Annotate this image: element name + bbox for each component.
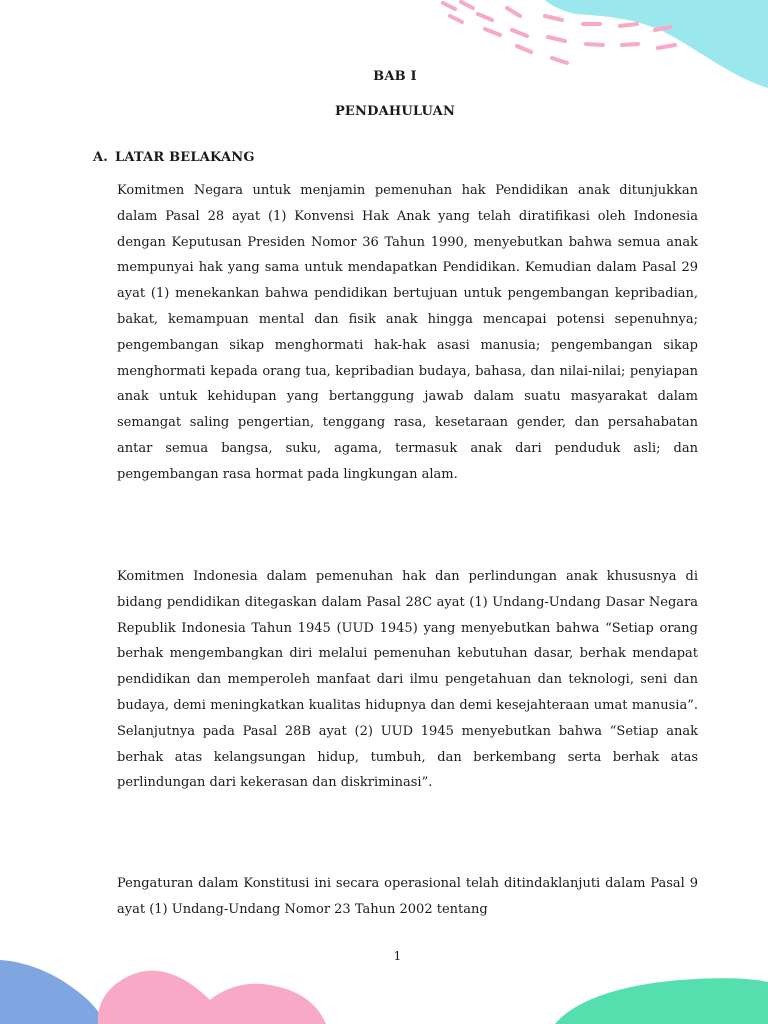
section-marker: A. bbox=[93, 150, 109, 165]
page-number: 1 bbox=[393, 949, 402, 963]
paragraph-3: Pengaturan dalam Konstitusi ini secara operasional telah ditindaklanjuti dalam Pasal 9 ayat (1) Undang-Undang Nomor 23 Tahun 2002 tentang bbox=[117, 876, 698, 917]
section-heading bbox=[93, 150, 255, 165]
chapter-title: PENDAHULUAN bbox=[334, 104, 456, 119]
chapter-number: BAB I bbox=[373, 69, 417, 84]
paragraph-2: Komitmen Indonesia dalam pemenuhan hak dan perlindungan anak khususnya di bidang pendidikan ditegaskan dalam Pasal 28C ayat (1) Undang-Undang Dasar Negara Republik Indonesia Tahun 1945 (UUD 1945) yang menyebutkan bahwa “Setiap orang berhak mengembangkan diri melalui pemenuhan kebutuhan dasar, berhak mendapat pendidikan dan memperoleh manfaat dari ilmu pengetahuan dan teknologi, seni dan budaya, demi meningkatkan kualitas hidupnya dan demi kesejahteraan umat manusia”. Selanjutnya pada Pasal 28B ayat (2) UUD 1945 menyebutkan bahwa “Setiap anak berhak atas kelangsungan hidup, tumbuh, dan berkembang serta berhak atas perlindungan dari kekerasan dan diskriminasi”. bbox=[117, 569, 698, 791]
paragraph-1: Komitmen Negara untuk menjamin pemenuhan hak Pendidikan anak ditunjukkan dalam Pasal 28 ayat (1) Konvensi Hak Anak yang telah diratifikasi oleh Indonesia dengan Keputusan Presiden Nomor 36 Tahun 1990, menyebutkan bahwa semua anak mempunyai hak yang sama untuk mendapatkan Pendidikan. Kemudian dalam Pasal 29 ayat (1) menekankan bahwa pendidikan bertujuan untuk pengembangan kepribadian, bakat, kemampuan mental dan fisik anak hingga mencapai potensi sepenuhnya; pengembangan sikap menghormati hak-hak asasi manusia; pengembangan sikap menghormati kepada orang tua, kepribadian budaya, bahasa, dan nilai-nilai; penyiapan anak untuk kehidupan yang bertanggung jawab dalam suatu masyarakat dalam semangat saling pengertian, tenggang rasa, kesetaraan gender, dan persahabatan antar semua bangsa, suku, agama, termasuk anak dari penduduk asli; dan pengembangan rasa hormat pada lingkungan alam. bbox=[117, 183, 698, 482]
section-title: LATAR BELAKANG bbox=[115, 150, 255, 165]
